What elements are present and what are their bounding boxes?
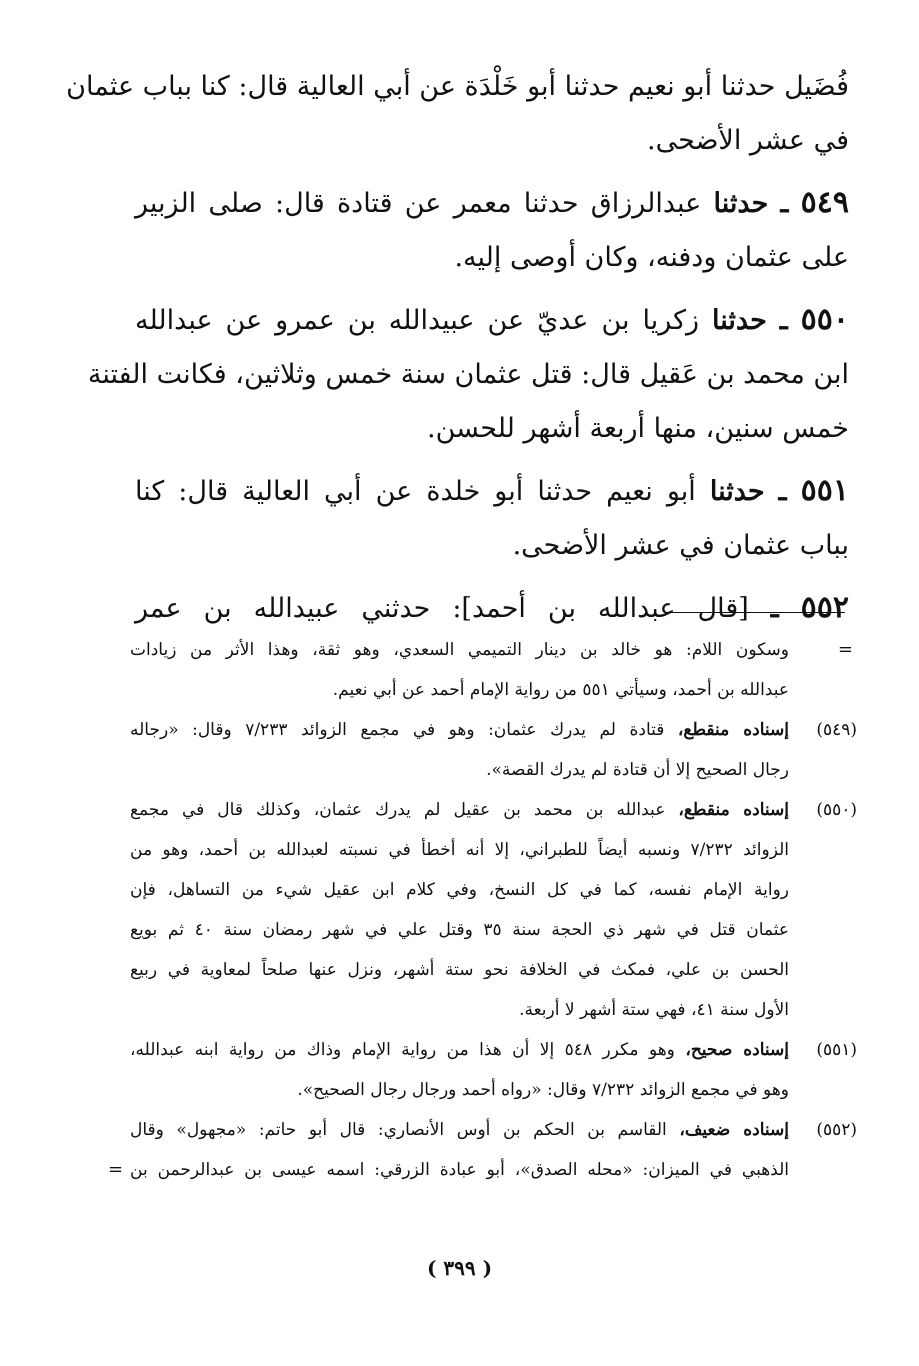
footnote-number: (٥٤٩) bbox=[816, 720, 857, 740]
text-line: ابن محمد بن عَقيل قال: قتل عثمان سنة خمس وثلاثين، فكانت الفتنة bbox=[87, 359, 849, 390]
hadith-number: ٥٥٢ bbox=[800, 590, 849, 625]
footnote-lead: إسناده منقطع، bbox=[678, 800, 789, 820]
footnote-number: (٥٥١) bbox=[816, 1040, 857, 1060]
continuation-mark: = bbox=[108, 1159, 124, 1180]
footnote-lead: إسناده صحيح، bbox=[685, 1040, 790, 1060]
footnote-number: (٥٥٠) bbox=[816, 800, 857, 820]
hadith-550-line: ٥٥٠ ـ حدثنا زكريا بن عديّ عن عبيدالله بن عمرو عن عبدالله bbox=[135, 302, 849, 337]
footnote-551: (٥٥١) إسناده صحيح، وهو مكرر ٥٤٨ إلا أن هذا من رواية الإمام وذاك من رواية ابنه عبدالله، وهو في مجمع الزوائد ٧/٢٣٢ وقال: «رواه أحمد ورجال رجال الصحيح». bbox=[130, 1030, 857, 1110]
hadith-551-line: ٥٥١ ـ حدثنا أبو نعيم حدثنا أبو خلدة عن أبي العالية قال: كنا bbox=[135, 473, 849, 508]
page-number: ( ٣٩٩ ) bbox=[426, 1256, 493, 1280]
footnotes bbox=[108, 630, 857, 1190]
text-line: بباب عثمان في عشر الأضحى. bbox=[512, 530, 849, 561]
footnote-number: (٥٥٢) bbox=[816, 1120, 857, 1140]
hadith-lead: حدثنا bbox=[712, 305, 767, 336]
text-line: خمس سنين، منها أربعة أشهر للحسن. bbox=[427, 413, 849, 444]
hadith-lead: حدثنا bbox=[709, 476, 765, 507]
continuation-mark: = bbox=[837, 639, 853, 660]
footnote-lead: إسناده ضعيف، bbox=[679, 1120, 789, 1140]
text-line: في عشر الأضحى. bbox=[646, 125, 849, 156]
text-line: فُضَيل حدثنا أبو نعيم حدثنا أبو خَلْدَة عن أبي العالية قال: كنا بباب عثمان bbox=[66, 71, 849, 102]
main-text bbox=[66, 60, 849, 636]
footnote-separator bbox=[665, 612, 845, 613]
hadith-number: ٥٤٩ bbox=[800, 185, 849, 220]
footnote-continuation: = وسكون اللام: هو خالد بن دينار التميمي السعدي، وهو ثقة، وهذا الأثر من زيادات عبدالله بن أحمد، وسيأتي ٥٥١ من رواية الإمام أحمد عن أبي نعيم. bbox=[130, 630, 857, 710]
footnote-549: (٥٤٩) إسناده منقطع، قتادة لم يدرك عثمان: وهو في مجمع الزوائد ٧/٢٣٣ وقال: «رجاله رجال الصحيح إلا أن قتادة لم يدرك القصة». bbox=[130, 710, 857, 790]
footnote-552: (٥٥٢) إسناده ضعيف، القاسم بن الحكم بن أوس الأنصاري: قال أبو حاتم: «مجهول» وقال الذهبي في الميزان: «محله الصدق»، أبو عبادة الزرقي: اسمه عيسى بن عبدالرحمن بن = bbox=[130, 1110, 857, 1190]
footnote-550: (٥٥٠) إسناده منقطع، عبدالله بن محمد بن عقيل لم يدرك عثمان، وكذلك قال في مجمع الزوائد ٧/٢٣٢ ونسبه أيضاً للطبراني، إلا أنه أخطأ في نسبته لعبدالله بن أحمد، وهو من رواية الإمام نفسه، كما في كل النسخ، وفي كلام ابن عقيل شيء من التساهل، فإن عثمان قتل في شهر ذي الحجة سنة ٣٥ وقتل علي في شهر رمضان سنة ٤٠ ثم بويع الحسن بن علي، فمكث في الخلافة نحو ستة أشهر، ونزل عنها صلحاً لمعاوية في ربيع الأول سنة ٤١، فهي ستة أشهر لا أربعة. bbox=[130, 790, 857, 1030]
text-line: على عثمان ودفنه، وكان أوصى إليه. bbox=[454, 242, 849, 273]
hadith-552-line: ٥٥٢ ـ [قال عبدالله بن أحمد]: حدثني عبيدالله بن عمر bbox=[135, 590, 849, 625]
hadith-number: ٥٥١ bbox=[800, 473, 849, 508]
footnote-lead: إسناده منقطع، bbox=[677, 720, 789, 740]
hadith-number: ٥٥٠ bbox=[800, 302, 849, 337]
hadith-549-line: ٥٤٩ ـ حدثنا عبدالرزاق حدثنا معمر عن قتادة قال: صلى الزبير bbox=[135, 185, 849, 220]
hadith-lead: حدثنا bbox=[713, 188, 769, 219]
